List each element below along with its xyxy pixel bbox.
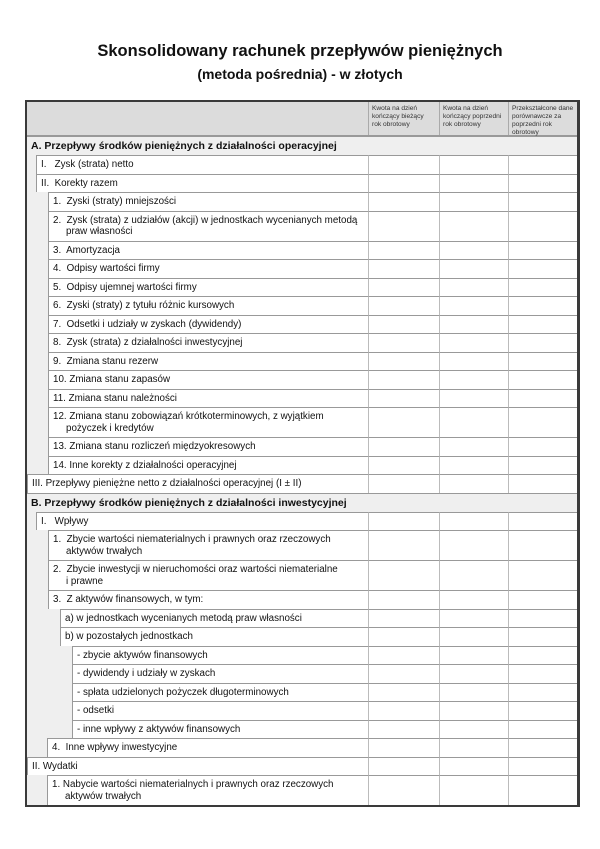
value-cell-previous-year[interactable] xyxy=(439,738,508,757)
column-header-line: poprzedni rok obrotowy xyxy=(512,121,552,136)
row-label: I. Wpływy xyxy=(41,515,89,527)
row-label-cell xyxy=(27,664,368,683)
row-label-cell xyxy=(27,530,368,560)
row-label-box xyxy=(48,333,368,352)
table-row xyxy=(27,155,577,174)
value-cell-current-year[interactable] xyxy=(368,389,439,408)
value-cell-restated[interactable] xyxy=(508,560,577,590)
value-cell-restated[interactable] xyxy=(508,211,577,241)
section-header: A. Przepływy środków pieniężnych z działalności operacyjnej xyxy=(27,136,577,155)
value-cell-restated[interactable] xyxy=(508,683,577,702)
value-cell-previous-year[interactable] xyxy=(439,775,508,805)
table-row xyxy=(27,701,577,720)
value-cell-current-year[interactable] xyxy=(368,352,439,371)
row-label-continuation: praw własności xyxy=(66,226,133,237)
row-label-box xyxy=(72,701,368,720)
value-cell-previous-year[interactable] xyxy=(439,627,508,646)
row-label: 7. Odsetki i udziały w zyskach (dywidendy) xyxy=(53,318,242,330)
cash-flow-table xyxy=(25,100,580,807)
document-subtitle: (metoda pośrednia) - w złotych xyxy=(197,66,403,82)
value-cell-restated[interactable] xyxy=(508,296,577,315)
value-cell-restated[interactable] xyxy=(508,437,577,456)
row-label: II. Korekty razem xyxy=(41,177,118,189)
value-cell-current-year[interactable] xyxy=(368,757,439,776)
row-label-box xyxy=(48,456,368,475)
row-label: 11. Zmiana stanu należności xyxy=(53,392,177,404)
row-label: 3. Amortyzacja xyxy=(53,244,120,256)
value-cell-restated[interactable] xyxy=(508,174,577,193)
row-label-box xyxy=(47,738,368,757)
column-header-line: rok obrotowy xyxy=(443,121,481,128)
value-cell-previous-year[interactable] xyxy=(439,296,508,315)
table-row xyxy=(27,315,577,334)
column-header-line: kończący bieżący xyxy=(372,113,424,120)
value-cell-previous-year[interactable] xyxy=(439,646,508,665)
table-row xyxy=(27,720,577,739)
row-label-box xyxy=(36,174,368,193)
value-cell-previous-year[interactable] xyxy=(439,155,508,174)
row-label: 9. Zmiana stanu rezerw xyxy=(53,355,159,367)
value-cell-restated[interactable] xyxy=(508,241,577,260)
value-cell-previous-year[interactable] xyxy=(439,174,508,193)
table-row xyxy=(27,437,577,456)
table-row xyxy=(27,512,577,531)
table-row xyxy=(27,530,577,560)
table-row xyxy=(27,296,577,315)
table-row xyxy=(27,241,577,260)
row-label-cell xyxy=(27,352,368,371)
value-cell-restated[interactable] xyxy=(508,664,577,683)
row-label: 4. Inne wpływy inwestycyjne xyxy=(52,742,178,753)
value-cell-restated[interactable] xyxy=(508,352,577,371)
value-cell-current-year[interactable] xyxy=(368,512,439,531)
value-cell-current-year[interactable] xyxy=(368,278,439,297)
row-label: II. Wydatki xyxy=(32,760,78,772)
row-label-cell xyxy=(27,738,368,757)
row-label-box xyxy=(36,512,368,531)
row-label-cell xyxy=(27,174,368,193)
row-label: - inne wpływy z aktywów finansowych xyxy=(77,723,241,735)
row-label-cell xyxy=(27,720,368,739)
value-cell-current-year[interactable] xyxy=(368,174,439,193)
table-row xyxy=(27,664,577,683)
table-row xyxy=(27,775,577,805)
value-cell-previous-year[interactable] xyxy=(439,456,508,475)
table-row xyxy=(27,560,577,590)
value-cell-restated[interactable] xyxy=(508,456,577,475)
row-label-box xyxy=(48,315,368,334)
document-title: Skonsolidowany rachunek przepływów pieniężnych xyxy=(97,42,503,60)
row-label-box xyxy=(72,664,368,683)
row-label: 14. Inne korekty z działalności operacyjnej xyxy=(53,459,237,471)
value-cell-current-year[interactable] xyxy=(368,646,439,665)
row-label: - spłata udzielonych pożyczek długoterminowych xyxy=(77,686,289,698)
row-label-box xyxy=(48,590,368,609)
row-label: III. Przepływy pieniężne netto z działalności operacyjnej (I ± II) xyxy=(32,478,302,489)
value-cell-current-year[interactable] xyxy=(368,627,439,646)
row-label-cell xyxy=(27,474,368,493)
value-cell-current-year[interactable] xyxy=(368,211,439,241)
row-label-continuation: i prawne xyxy=(66,575,104,587)
value-cell-previous-year[interactable] xyxy=(439,474,508,493)
row-label-box xyxy=(48,259,368,278)
row-label-cell xyxy=(27,757,368,776)
table-row xyxy=(27,192,577,211)
table-row xyxy=(27,609,577,628)
value-cell-current-year[interactable] xyxy=(368,720,439,739)
table-row xyxy=(27,174,577,193)
value-cell-restated[interactable] xyxy=(508,609,577,628)
value-cell-restated[interactable] xyxy=(508,590,577,609)
value-cell-restated[interactable] xyxy=(508,389,577,408)
row-label-cell xyxy=(27,296,368,315)
row-label-continuation: aktywów trwałych xyxy=(65,790,142,802)
table-row xyxy=(27,683,577,702)
row-label: 13. Zmiana stanu rozliczeń międzyokresowych xyxy=(53,441,256,452)
row-label-box xyxy=(60,609,368,628)
table-row xyxy=(27,370,577,389)
value-cell-current-year[interactable] xyxy=(368,407,439,437)
row-label-cell xyxy=(27,627,368,646)
value-cell-restated[interactable] xyxy=(508,259,577,278)
row-label-continuation: pożyczek i kredytów xyxy=(66,422,154,434)
table-row xyxy=(27,474,577,493)
row-label: - dywidendy i udziały w zyskach xyxy=(77,668,216,679)
value-cell-current-year[interactable] xyxy=(368,738,439,757)
value-cell-previous-year[interactable] xyxy=(439,560,508,590)
row-label-box xyxy=(48,437,368,456)
row-label: 5. Odpisy ujemnej wartości firmy xyxy=(53,281,197,293)
value-cell-current-year[interactable] xyxy=(368,683,439,702)
value-cell-restated[interactable] xyxy=(508,757,577,776)
table-row xyxy=(27,646,577,665)
value-cell-restated[interactable] xyxy=(508,370,577,389)
value-cell-restated[interactable] xyxy=(508,155,577,174)
value-cell-previous-year[interactable] xyxy=(439,352,508,371)
value-cell-previous-year[interactable] xyxy=(439,192,508,211)
value-cell-previous-year[interactable] xyxy=(439,278,508,297)
row-label-cell xyxy=(27,278,368,297)
row-label-box xyxy=(60,627,368,646)
row-label: 1. Nabycie wartości niematerialnych i prawnych oraz rzeczowych xyxy=(52,779,334,790)
row-label-box xyxy=(48,192,368,211)
row-label-box xyxy=(48,560,368,590)
row-label-cell xyxy=(27,609,368,628)
value-cell-current-year[interactable] xyxy=(368,775,439,805)
column-header-previous-year xyxy=(440,105,509,129)
value-cell-restated[interactable] xyxy=(508,530,577,560)
row-label-cell xyxy=(27,775,368,805)
row-label-box xyxy=(48,211,368,241)
row-label-box xyxy=(48,407,368,437)
row-label-cell xyxy=(27,701,368,720)
value-cell-previous-year[interactable] xyxy=(439,211,508,241)
value-cell-previous-year[interactable] xyxy=(439,609,508,628)
row-label-cell xyxy=(27,590,368,609)
row-label-box xyxy=(27,757,368,776)
table-row xyxy=(27,211,577,241)
value-cell-previous-year[interactable] xyxy=(439,333,508,352)
value-cell-restated[interactable] xyxy=(508,474,577,493)
row-label-box xyxy=(72,720,368,739)
row-label-box xyxy=(48,278,368,297)
row-label-cell xyxy=(27,456,368,475)
column-header-line: Przekształcone dane xyxy=(512,105,574,112)
column-header-line: kończący poprzedni xyxy=(443,113,502,120)
row-label-box xyxy=(72,683,368,702)
row-label-box xyxy=(72,646,368,665)
row-label-cell xyxy=(27,512,368,531)
value-cell-previous-year[interactable] xyxy=(439,437,508,456)
value-cell-current-year[interactable] xyxy=(368,192,439,211)
value-cell-restated[interactable] xyxy=(508,192,577,211)
row-label-box xyxy=(36,155,368,174)
row-label: 2. Zbycie inwestycji w nieruchomości oraz wartości niematerialne xyxy=(53,564,338,575)
row-label-cell xyxy=(27,437,368,456)
table-row xyxy=(27,738,577,757)
value-cell-restated[interactable] xyxy=(508,701,577,720)
value-cell-restated[interactable] xyxy=(508,407,577,437)
value-cell-current-year[interactable] xyxy=(368,155,439,174)
value-cell-previous-year[interactable] xyxy=(439,590,508,609)
column-header-restated xyxy=(509,105,580,137)
value-cell-current-year[interactable] xyxy=(368,370,439,389)
row-label-cell xyxy=(27,560,368,590)
column-header-line: rok obrotowy xyxy=(372,121,410,128)
row-label: 1. Zbycie wartości niematerialnych i prawnych oraz rzeczowych xyxy=(53,534,331,545)
table-row xyxy=(27,352,577,371)
row-label-box xyxy=(48,241,368,260)
value-cell-current-year[interactable] xyxy=(368,259,439,278)
value-cell-current-year[interactable] xyxy=(368,701,439,720)
row-label: 12. Zmiana stanu zobowiązań krótkoterminowych, z wyjątkiem xyxy=(53,411,324,422)
row-label-box xyxy=(48,296,368,315)
row-label-cell xyxy=(27,211,368,241)
value-cell-current-year[interactable] xyxy=(368,560,439,590)
row-label-box xyxy=(48,389,368,408)
value-cell-restated[interactable] xyxy=(508,333,577,352)
value-cell-previous-year[interactable] xyxy=(439,407,508,437)
value-cell-current-year[interactable] xyxy=(368,333,439,352)
value-cell-previous-year[interactable] xyxy=(439,664,508,683)
row-label-continuation: aktywów trwałych xyxy=(66,545,143,557)
column-header-line: Kwota na dzień xyxy=(372,105,418,112)
row-label: 2. Zysk (strata) z udziałów (akcji) w jednostkach wycenianych metodą xyxy=(53,214,358,226)
row-label-box xyxy=(48,352,368,371)
value-cell-current-year[interactable] xyxy=(368,437,439,456)
row-label-cell xyxy=(27,333,368,352)
value-cell-previous-year[interactable] xyxy=(439,315,508,334)
table-row xyxy=(27,259,577,278)
value-cell-previous-year[interactable] xyxy=(439,720,508,739)
value-cell-previous-year[interactable] xyxy=(439,241,508,260)
row-label-cell xyxy=(27,370,368,389)
value-cell-restated[interactable] xyxy=(508,720,577,739)
table-row xyxy=(27,278,577,297)
table-row xyxy=(27,590,577,609)
row-label-cell xyxy=(27,259,368,278)
value-cell-current-year[interactable] xyxy=(368,664,439,683)
row-label-box xyxy=(47,775,368,805)
value-cell-current-year[interactable] xyxy=(368,530,439,560)
row-label: I. Zysk (strata) netto xyxy=(41,159,134,170)
row-label: 10. Zmiana stanu zapasów xyxy=(53,374,171,385)
row-label: 8. Zysk (strata) z działalności inwestycyjnej xyxy=(53,337,243,348)
row-label-cell xyxy=(27,646,368,665)
value-cell-previous-year[interactable] xyxy=(439,259,508,278)
table-row xyxy=(27,757,577,776)
column-header-line: porównawcze za xyxy=(512,113,562,120)
value-cell-current-year[interactable] xyxy=(368,296,439,315)
table-row xyxy=(27,627,577,646)
row-label: 4. Odpisy wartości firmy xyxy=(53,263,160,274)
value-cell-previous-year[interactable] xyxy=(439,530,508,560)
row-label-cell xyxy=(27,389,368,408)
value-cell-current-year[interactable] xyxy=(368,609,439,628)
table-row xyxy=(27,407,577,437)
value-cell-previous-year[interactable] xyxy=(439,757,508,776)
row-label-cell xyxy=(27,155,368,174)
row-label-box xyxy=(27,474,368,493)
row-label-cell xyxy=(27,192,368,211)
table-row xyxy=(27,333,577,352)
value-cell-current-year[interactable] xyxy=(368,474,439,493)
value-cell-restated[interactable] xyxy=(508,646,577,665)
row-label: - odsetki xyxy=(77,705,115,716)
row-label-cell xyxy=(27,683,368,702)
value-cell-previous-year[interactable] xyxy=(439,701,508,720)
row-label: 1. Zyski (straty) mniejszości xyxy=(53,196,177,207)
value-cell-current-year[interactable] xyxy=(368,241,439,260)
value-cell-current-year[interactable] xyxy=(368,590,439,609)
value-cell-previous-year[interactable] xyxy=(439,512,508,531)
row-label: - zbycie aktywów finansowych xyxy=(77,649,208,661)
section-header: B. Przepływy środków pieniężnych z działalności inwestycyjnej xyxy=(27,493,577,512)
value-cell-previous-year[interactable] xyxy=(439,389,508,408)
row-label: a) w jednostkach wycenianych metodą praw własności xyxy=(65,612,302,624)
row-label-box xyxy=(48,530,368,560)
row-label: b) w pozostałych jednostkach xyxy=(65,631,193,642)
row-label-cell xyxy=(27,241,368,260)
row-label: 3. Z aktywów finansowych, w tym: xyxy=(53,594,204,605)
column-header-line: Kwota na dzień xyxy=(443,105,489,112)
value-cell-restated[interactable] xyxy=(508,627,577,646)
value-cell-restated[interactable] xyxy=(508,278,577,297)
value-cell-current-year[interactable] xyxy=(368,315,439,334)
value-cell-previous-year[interactable] xyxy=(439,370,508,389)
value-cell-restated[interactable] xyxy=(508,512,577,531)
row-label-cell xyxy=(27,315,368,334)
table-row xyxy=(27,389,577,408)
column-header-current-year xyxy=(369,105,440,129)
table-header xyxy=(27,102,577,136)
row-label-box xyxy=(48,370,368,389)
table-row xyxy=(27,456,577,475)
row-label-cell xyxy=(27,407,368,437)
table-body xyxy=(27,136,577,805)
value-cell-previous-year[interactable] xyxy=(439,683,508,702)
value-cell-current-year[interactable] xyxy=(368,456,439,475)
value-cell-restated[interactable] xyxy=(508,775,577,805)
value-cell-restated[interactable] xyxy=(508,738,577,757)
value-cell-restated[interactable] xyxy=(508,315,577,334)
row-label: 6. Zyski (straty) z tytułu różnic kursowych xyxy=(53,300,235,311)
